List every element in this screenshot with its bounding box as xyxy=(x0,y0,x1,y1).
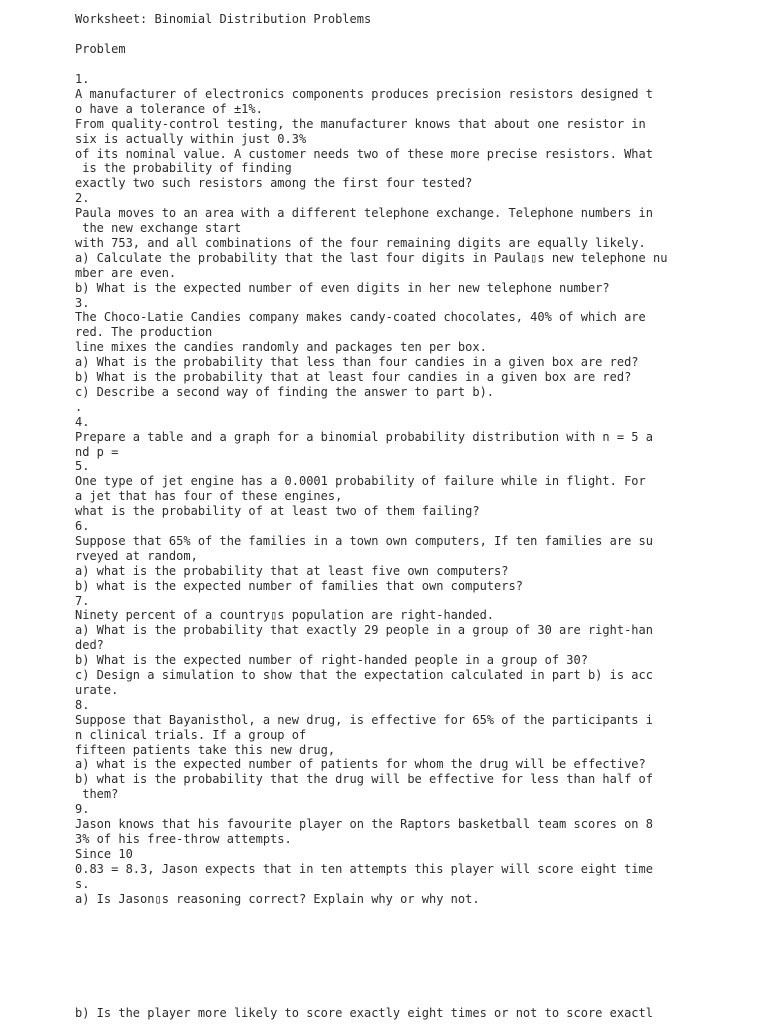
text-line: 5. xyxy=(75,459,90,474)
text-line: 3. xyxy=(75,295,90,310)
text-line: n clinical trials. If a group of xyxy=(75,727,307,742)
text-line: exactly two such resistors among the first four tested? xyxy=(75,176,473,191)
worksheet-title: Worksheet: Binomial Distribution Problems xyxy=(75,12,372,26)
text-line: with 753, and all combinations of the four remaining digits are equally likely. xyxy=(75,235,646,250)
text-line: s. xyxy=(75,876,90,891)
text-line: b) What is the probability that at least four candies in a given box are red? xyxy=(75,370,632,384)
text-line: Suppose that Bayanisthol, a new drug, is effective for 65% of the participants i xyxy=(75,712,653,727)
text-line: a) what is the expected number of patients for whom the drug will be effective? xyxy=(75,757,646,772)
text-line: 9. xyxy=(75,802,90,817)
text-line: 0.83 = 8.3, Jason expects that in ten attempts this player will score eight time xyxy=(75,861,653,876)
text-line: Since 10 xyxy=(75,846,133,861)
text-line: 2. xyxy=(75,191,90,206)
text-line: a) Is Jason▯s reasoning correct? Explain why or why not. xyxy=(75,891,480,906)
text-line: c) Design a simulation to show that the expectation calculated in part b) is acc xyxy=(75,668,653,682)
text-line: From quality-control testing, the manufacturer knows that about one resistor in xyxy=(75,116,646,131)
text-line: o have a tolerance of ±1%. xyxy=(75,101,263,116)
problem-heading: Problem xyxy=(75,42,126,56)
text-line: line mixes the candies randomly and packages ten per box. xyxy=(75,340,487,355)
text-line: Jason knows that his favourite player on the Raptors basketball team scores on 8 xyxy=(75,817,653,831)
text-line: 8. xyxy=(75,697,90,712)
text-line: is the probability of finding xyxy=(75,161,292,176)
text-line: mber are even. xyxy=(75,265,177,280)
text-line: a) What is the probability that less than four candies in a given box are red? xyxy=(75,355,639,370)
text-line: a) Calculate the probability that the last four digits in Paula▯s new telephone nu xyxy=(75,250,668,265)
text-line: a jet that has four of these engines, xyxy=(75,489,343,504)
text-line: 7. xyxy=(75,593,90,608)
text-line: Prepare a table and a graph for a binomial probability distribution with n = 5 a xyxy=(75,429,653,444)
text-line: Paula moves to an area with a different telephone exchange. Telephone numbers in xyxy=(75,206,653,221)
text-line: a) What is the probability that exactly 29 people in a group of 30 are right-han xyxy=(75,623,653,638)
text-line: red. The production xyxy=(75,325,213,340)
text-line: nd p = xyxy=(75,444,119,459)
text-line: 4. xyxy=(75,414,90,429)
text-line: The Choco-Latie Candies company makes candy-coated chocolates, 40% of which are xyxy=(75,310,646,325)
text-line: the new exchange start xyxy=(75,221,242,235)
text-line: urate. xyxy=(75,682,119,697)
text-line: six is actually within just 0.3% xyxy=(75,131,307,146)
part-b-text: b) Is the player more likely to score exactly eight times or not to score exactl xyxy=(75,1006,653,1020)
text-line: b) What is the expected number of even digits in her new telephone number? xyxy=(75,280,610,295)
text-line: One type of jet engine has a 0.0001 probability of failure while in flight. For xyxy=(75,474,646,489)
text-line: them? xyxy=(75,787,119,802)
text-line: 1. xyxy=(75,72,90,86)
text-line: Ninety percent of a country▯s population are right-handed. xyxy=(75,608,495,623)
text-line: ded? xyxy=(75,638,104,653)
text-line: 6. xyxy=(75,519,90,533)
text-line: b) what is the expected number of families that own computers? xyxy=(75,578,523,593)
text-line: rveyed at random, xyxy=(75,548,198,563)
text-line: . xyxy=(75,399,83,414)
text-line: fifteen patients take this new drug, xyxy=(75,742,336,757)
text-line: b) what is the probability that the drug will be effective for less than half of xyxy=(75,772,653,787)
text-line: c) Describe a second way of finding the answer to part b). xyxy=(75,384,495,399)
text-line: a) what is the probability that at least five own computers? xyxy=(75,563,509,578)
text-line: of its nominal value. A customer needs two of these more precise resistors. What xyxy=(75,146,653,161)
text-line: Suppose that 65% of the families in a town own computers, If ten families are su xyxy=(75,533,653,548)
text-line: 3% of his free-throw attempts. xyxy=(75,831,292,846)
text-line: what is the probability of at least two of them failing? xyxy=(75,504,480,519)
text-line: A manufacturer of electronics components produces precision resistors designed t xyxy=(75,86,653,101)
text-line: b) What is the expected number of right-handed people in a group of 30? xyxy=(75,653,588,668)
